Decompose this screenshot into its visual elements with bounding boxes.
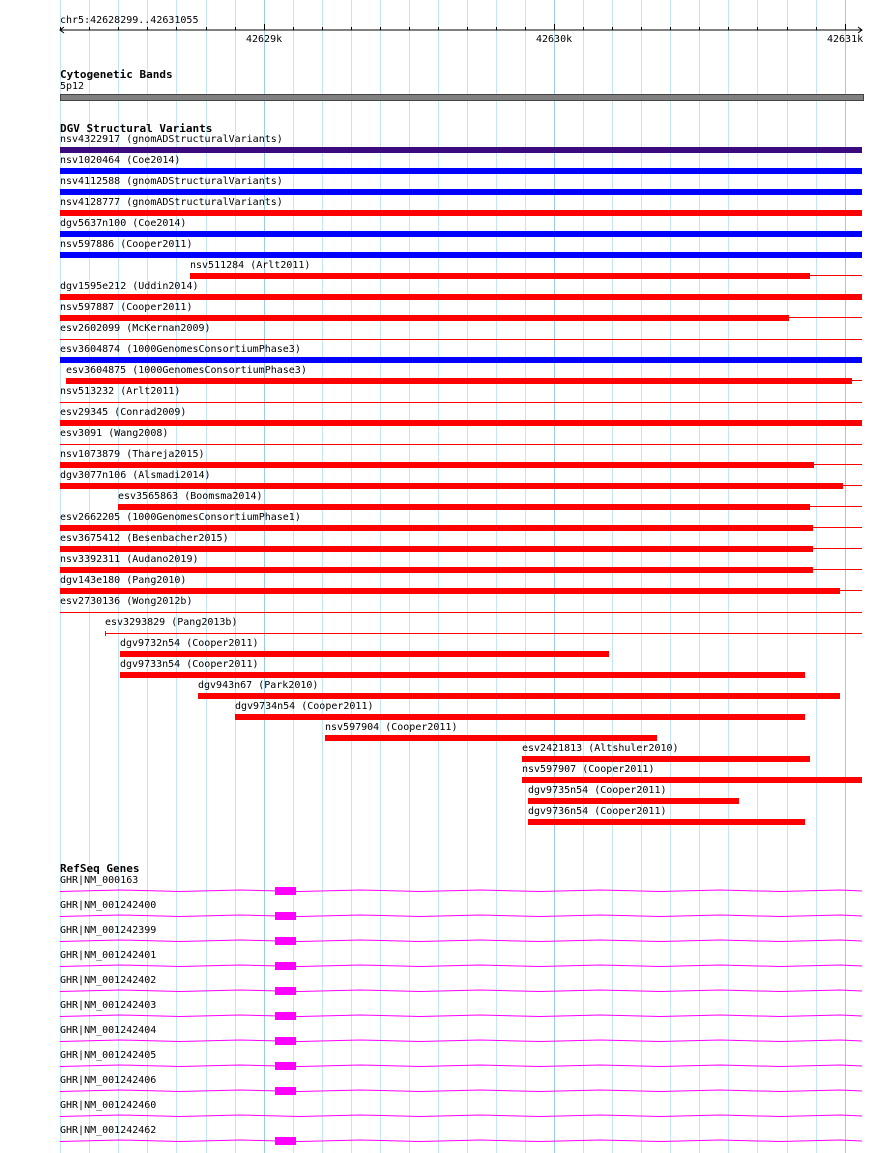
dgv-feature-label <box>190 260 310 272</box>
refseq-exon[interactable] <box>275 1062 296 1070</box>
dgv-feature-bar[interactable] <box>60 546 813 552</box>
dgv-feature-bar[interactable] <box>66 378 852 384</box>
dgv-feature-label <box>60 470 211 482</box>
dgv-feature-label <box>60 218 186 230</box>
dgv-feature-name: nsv3392311 <box>60 554 121 565</box>
dgv-feature-label <box>60 554 199 566</box>
dgv-feature-study: (gnomADStructuralVariants) <box>126 134 283 145</box>
dgv-feature-bar[interactable] <box>60 357 862 363</box>
dgv-feature-label <box>528 806 667 818</box>
refseq-intron-line <box>0 885 890 897</box>
refseq-intron-line <box>0 1110 890 1122</box>
dgv-feature-label <box>60 428 168 440</box>
dgv-feature-extension-line <box>60 339 862 340</box>
refseq-intron-line <box>0 1010 890 1022</box>
dgv-feature-study: (Park2010) <box>258 680 319 691</box>
dgv-feature-study: (Boomsma2014) <box>184 491 263 502</box>
refseq-transcript-label: GHR|NM_001242399 <box>60 925 157 936</box>
dgv-feature-bar[interactable] <box>60 210 862 216</box>
dgv-feature-label <box>60 407 186 419</box>
dgv-feature-study: (Cooper2011) <box>582 764 655 775</box>
dgv-feature-name: nsv511284 <box>190 260 245 271</box>
dgv-feature-bar[interactable] <box>198 693 840 699</box>
dgv-feature-name: dgv143e180 <box>60 575 121 586</box>
dgv-feature-name: dgv9736n54 <box>528 806 589 817</box>
dgv-feature-extension-line <box>789 317 862 318</box>
dgv-feature-label <box>60 302 192 314</box>
dgv-feature-study: (Pang2013b) <box>171 617 238 628</box>
dgv-feature-bar[interactable] <box>60 525 813 531</box>
dgv-feature-name: nsv4322917 <box>60 134 121 145</box>
dgv-track-title: DGV Structural Variants <box>60 122 213 135</box>
dgv-feature-bar[interactable] <box>60 231 862 237</box>
dgv-feature-label <box>60 155 180 167</box>
refseq-exon[interactable] <box>275 912 296 920</box>
dgv-feature-name: dgv3077n106 <box>60 470 127 481</box>
refseq-exon[interactable] <box>275 937 296 945</box>
dgv-feature-label <box>198 680 318 692</box>
dgv-feature-name: nsv1020464 <box>60 155 121 166</box>
refseq-track-title: RefSeq Genes <box>60 862 140 875</box>
refseq-intron-line <box>0 1035 890 1047</box>
dgv-feature-study: (Conrad2009) <box>114 407 187 418</box>
dgv-feature-label <box>120 659 259 671</box>
dgv-feature-extension-line <box>813 527 862 528</box>
dgv-feature-name: dgv9732n54 <box>120 638 181 649</box>
dgv-feature-name: esv2421813 <box>522 743 583 754</box>
refseq-transcript-label: GHR|NM_001242460 <box>60 1100 157 1111</box>
dgv-feature-bar[interactable] <box>235 714 805 720</box>
dgv-feature-name: nsv597907 <box>522 764 577 775</box>
dgv-feature-study: (Altshuler2010) <box>588 743 679 754</box>
dgv-feature-name: esv2602099 <box>60 323 121 334</box>
dgv-feature-label <box>60 281 199 293</box>
dgv-feature-label <box>60 323 211 335</box>
dgv-feature-bar[interactable] <box>190 273 810 279</box>
dgv-feature-name: esv3293829 <box>105 617 166 628</box>
dgv-feature-study: (Arlt2011) <box>120 386 181 397</box>
dgv-feature-label <box>235 701 374 713</box>
cytoband-track-title: Cytogenetic Bands <box>60 68 173 81</box>
dgv-feature-label <box>60 197 283 209</box>
dgv-feature-study: (Cooper2011) <box>594 806 667 817</box>
dgv-feature-name: nsv4128777 <box>60 197 121 208</box>
dgv-feature-extension-line <box>810 275 862 276</box>
dgv-feature-label <box>60 512 301 524</box>
dgv-feature-bar[interactable] <box>528 798 739 804</box>
dgv-feature-name: esv3091 <box>60 428 103 439</box>
dgv-feature-study: (Cooper2011) <box>120 239 193 250</box>
dgv-feature-study: (Pang2010) <box>126 575 187 586</box>
dgv-feature-study: (Coe2014) <box>126 155 181 166</box>
dgv-feature-label <box>60 344 301 356</box>
dgv-feature-name: nsv597887 <box>60 302 115 313</box>
cytoband-5p12[interactable] <box>60 94 864 101</box>
dgv-feature-bar[interactable] <box>522 756 810 762</box>
dgv-feature-study: (Cooper2011) <box>186 638 259 649</box>
dgv-feature-bar[interactable] <box>60 252 862 258</box>
dgv-feature-study: (Wong2012b) <box>126 596 193 607</box>
ruler-tick-label: 42630k <box>536 34 573 45</box>
dgv-feature-name: nsv597886 <box>60 239 115 250</box>
dgv-feature-study: (1000GenomesConsortiumPhase3) <box>126 344 301 355</box>
dgv-feature-name: nsv4112588 <box>60 176 121 187</box>
refseq-transcript-label: GHR|NM_001242401 <box>60 950 157 961</box>
dgv-feature-study: (Cooper2011) <box>301 701 374 712</box>
dgv-feature-extension-line <box>105 633 862 634</box>
cytoband-label: 5p12 <box>60 81 85 92</box>
dgv-feature-extension-line <box>814 464 862 465</box>
dgv-feature-study: (Cooper2011) <box>186 659 259 670</box>
refseq-transcript-label: GHR|NM_001242400 <box>60 900 157 911</box>
dgv-feature-bar[interactable] <box>120 651 609 657</box>
refseq-intron-line <box>0 1060 890 1072</box>
dgv-feature-label <box>528 785 667 797</box>
dgv-feature-bar[interactable] <box>118 504 810 510</box>
dgv-feature-bar[interactable] <box>522 777 862 783</box>
refseq-intron-line <box>0 1135 890 1147</box>
refseq-exon[interactable] <box>275 1012 296 1020</box>
dgv-feature-extension-line <box>852 380 862 381</box>
refseq-exon[interactable] <box>275 1087 296 1095</box>
dgv-feature-extension-line <box>60 444 862 445</box>
dgv-feature-bar[interactable] <box>60 420 862 426</box>
refseq-exon[interactable] <box>275 1037 296 1045</box>
dgv-feature-label <box>60 596 192 608</box>
dgv-feature-name: nsv597904 <box>325 722 380 733</box>
dgv-feature-label <box>522 764 654 776</box>
refseq-intron-line <box>0 985 890 997</box>
dgv-feature-name: dgv9735n54 <box>528 785 589 796</box>
dgv-feature-bar[interactable] <box>60 294 862 300</box>
dgv-feature-extension-line <box>813 548 862 549</box>
dgv-feature-study: (1000GenomesConsortiumPhase3) <box>132 365 307 376</box>
dgv-feature-study: (Arlt2011) <box>250 260 311 271</box>
dgv-feature-extension-line <box>843 485 862 486</box>
dgv-feature-bar[interactable] <box>528 819 805 825</box>
ruler-axis <box>0 0 890 40</box>
dgv-feature-name: esv3565863 <box>118 491 179 502</box>
dgv-feature-bar[interactable] <box>60 168 862 174</box>
refseq-exon[interactable] <box>275 987 296 995</box>
dgv-feature-bar[interactable] <box>60 588 840 594</box>
refseq-transcript-label: GHR|NM_001242403 <box>60 1000 157 1011</box>
dgv-feature-study: (Cooper2011) <box>120 302 193 313</box>
refseq-transcript-label: GHR|NM_001242405 <box>60 1050 157 1061</box>
dgv-feature-label <box>60 386 180 398</box>
dgv-feature-bar[interactable] <box>60 567 813 573</box>
dgv-feature-label <box>325 722 457 734</box>
dgv-feature-name: dgv9734n54 <box>235 701 296 712</box>
dgv-feature-label <box>60 134 283 146</box>
dgv-feature-bar[interactable] <box>60 462 814 468</box>
refseq-intron-line <box>0 910 890 922</box>
dgv-feature-study: (Alsmadi2014) <box>132 470 211 481</box>
dgv-feature-study: (Audano2019) <box>126 554 199 565</box>
dgv-feature-name: esv3675412 <box>60 533 121 544</box>
dgv-feature-label <box>60 533 229 545</box>
dgv-feature-label <box>60 575 186 587</box>
refseq-intron-line <box>0 1085 890 1097</box>
refseq-exon[interactable] <box>275 962 296 970</box>
ruler-tick-label: 42629k <box>246 34 283 45</box>
dgv-feature-study: (Thareja2015) <box>126 449 205 460</box>
location-label: chr5:42628299..42631055 <box>60 15 199 26</box>
dgv-feature-bar[interactable] <box>60 189 862 195</box>
dgv-feature-extension-line <box>813 569 862 570</box>
dgv-feature-name: esv2662205 <box>60 512 121 523</box>
dgv-feature-name: dgv9733n54 <box>120 659 181 670</box>
dgv-feature-study: (1000GenomesConsortiumPhase1) <box>126 512 301 523</box>
dgv-feature-study: (gnomADStructuralVariants) <box>126 197 283 208</box>
dgv-feature-bar[interactable] <box>325 735 657 741</box>
dgv-feature-bar[interactable] <box>60 483 843 489</box>
ruler-tick-label: 42631k <box>827 34 864 45</box>
dgv-feature-study: (McKernan2009) <box>126 323 211 334</box>
dgv-feature-name: dgv5637n100 <box>60 218 127 229</box>
dgv-feature-bar[interactable] <box>60 315 789 321</box>
dgv-feature-name: esv2730136 <box>60 596 121 607</box>
dgv-feature-label <box>105 617 237 629</box>
dgv-feature-label <box>120 638 259 650</box>
dgv-feature-label <box>60 176 283 188</box>
dgv-feature-study: (Cooper2011) <box>385 722 458 733</box>
dgv-feature-extension-line <box>60 402 862 403</box>
dgv-feature-label <box>522 743 679 755</box>
dgv-feature-bar[interactable] <box>120 672 805 678</box>
refseq-transcript-label: GHR|NM_001242462 <box>60 1125 157 1136</box>
dgv-feature-study: (gnomADStructuralVariants) <box>126 176 283 187</box>
dgv-feature-label <box>66 365 307 377</box>
refseq-intron-line <box>0 935 890 947</box>
dgv-feature-name: nsv1073879 <box>60 449 121 460</box>
dgv-feature-label <box>118 491 263 503</box>
dgv-feature-study: (Coe2014) <box>132 218 187 229</box>
refseq-transcript-label: GHR|NM_001242406 <box>60 1075 157 1086</box>
dgv-feature-label <box>60 449 205 461</box>
dgv-feature-start-tick <box>105 631 106 636</box>
dgv-feature-label <box>60 239 192 251</box>
dgv-feature-name: esv3604874 <box>60 344 121 355</box>
dgv-feature-name: dgv1595e212 <box>60 281 127 292</box>
refseq-transcript-label: GHR|NM_001242402 <box>60 975 157 986</box>
dgv-feature-study: (Uddin2014) <box>132 281 199 292</box>
refseq-exon[interactable] <box>275 887 296 895</box>
dgv-feature-name: esv29345 <box>60 407 109 418</box>
refseq-transcript-label: GHR|NM_000163 <box>60 875 139 886</box>
dgv-feature-name: nsv513232 <box>60 386 115 397</box>
dgv-feature-study: (Besenbacher2015) <box>126 533 229 544</box>
dgv-feature-extension-line <box>840 590 862 591</box>
dgv-feature-extension-line <box>810 506 862 507</box>
dgv-feature-name: dgv943n67 <box>198 680 253 691</box>
dgv-feature-extension-line <box>60 612 862 613</box>
refseq-intron-line <box>0 960 890 972</box>
dgv-feature-study: (Wang2008) <box>108 428 169 439</box>
dgv-feature-study: (Cooper2011) <box>594 785 667 796</box>
refseq-exon[interactable] <box>275 1137 296 1145</box>
refseq-transcript-label: GHR|NM_001242404 <box>60 1025 157 1036</box>
dgv-feature-name: esv3604875 <box>66 365 127 376</box>
dgv-feature-bar[interactable] <box>60 147 862 153</box>
